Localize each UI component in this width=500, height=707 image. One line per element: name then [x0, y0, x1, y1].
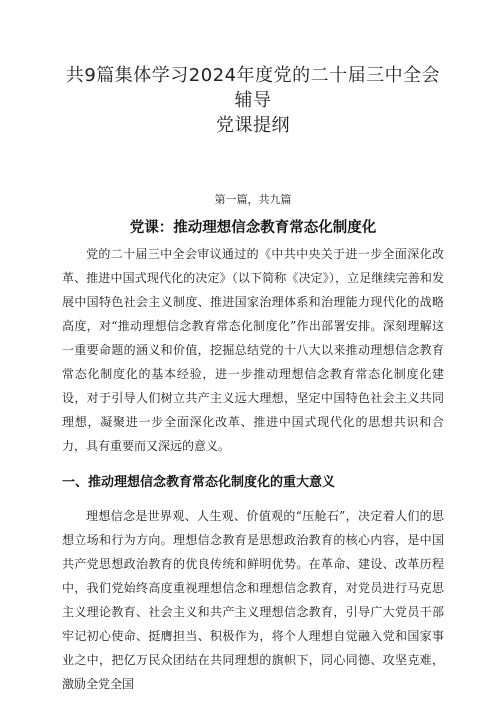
document-title [62, 63, 444, 138]
section1-heading: 一、推动理想信念教育常态化制度化的重大意义 [62, 475, 336, 490]
section-label: 第一篇，共九篇 [214, 193, 292, 206]
section1-paragraph: 理想信念是世界观、人生观、价值观的“压舱石”，决定着人们的思想立场和行为方向。理想信念教育是思想政治教育的核心内容，是中国共产党思想政治教育的优良传统和鲜明优势。在革命、建设、改革历程中，我们党始终高度重视理想信念和理想信念教育，对党员进行马克思主义理论教育、社会主义和共产主义理想信念教育，引导广大党员干部牢记初心使命、挺膺担当、积极作为，将个人理想自觉融入党和国家事业之中，把亿万民众团结在共同理想的旗帜下，同心同德、攻坚克难，激励全党全国 [62, 509, 444, 691]
document-title-line1: 共9篇集体学习2024年度党的二十届三中全会辅导 [65, 65, 441, 111]
lecture-heading: 党课：推动理想信念教育常态化制度化 [129, 220, 377, 236]
intro-paragraph: 党的二十届三中全会审议通过的《中共中央关于进一步全面深化改革、推进中国式现代化的决定》（以下简称《决定》），立足继续完善和发展中国特色社会主义制度、推进国家治理体系和治理能力现代化的战略高度，对“推动理想信念教育常态化制度化”作出部署安排。深刻理解这一重要命题的涵义和价值，挖掘总结党的十八大以来推动理想信念教育常态化制度化的基本经验，进一步推动理想信念教育常态化制度化建设，对于引导人们树立共产主义远大理想，坚定中国特色社会主义共同理想，凝聚进一步全面深化改革、推进中国式现代化的思想共识和合力，具有重要而又深远的意义。 [62, 247, 444, 453]
document-title-line2: 党课提纲 [216, 115, 290, 136]
